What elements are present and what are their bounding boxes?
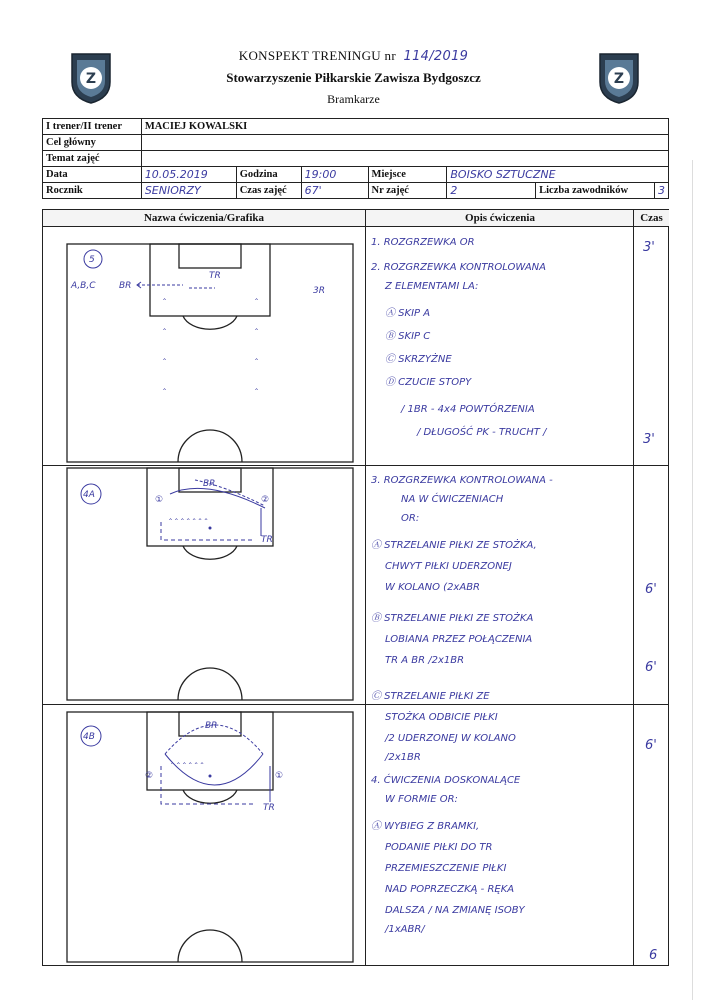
logo-letter: Z — [613, 71, 625, 87]
desc-line: 4. ĆWICZENIA DOSKONALĄCE — [371, 775, 521, 786]
info-table — [42, 118, 669, 199]
sketch-label: TR — [261, 535, 273, 545]
svg-text:‸: ‸ — [255, 291, 259, 301]
desc-line: PRZEMIESZCZENIE PIŁKI — [385, 863, 507, 874]
exercise-description-3 — [371, 690, 629, 936]
desc-line: PODANIE PIŁKI DO TR — [385, 842, 493, 853]
place-label: Miejsce — [368, 167, 447, 183]
title-number: 114/2019 — [403, 49, 469, 64]
desc-line: 1. ROZGRZEWKA OR — [371, 237, 475, 248]
desc-line: NAD POPRZECZKĄ - RĘKA — [385, 884, 515, 895]
desc-line: STOŻKA ODBICIE PIŁKI — [385, 712, 498, 723]
desc-line: W KOLANO (2xABR — [385, 582, 480, 593]
svg-text:‸: ‸ — [163, 291, 167, 301]
sketch-label: A,B,C — [71, 281, 96, 291]
desc-line: DALSZA / NA ZMIANĘ ISOBY — [385, 905, 525, 916]
logo-letter: Z — [85, 71, 97, 87]
desc-line: Ⓐ WYBIEG Z BRAMKI, — [371, 821, 480, 832]
trainer-value: MACIEJ KOWALSKI — [141, 119, 668, 135]
desc-line: Ⓒ SKRZYŻNE — [385, 354, 452, 365]
year-value: SENIORZY — [141, 183, 236, 199]
desc-line: /1xABR/ — [385, 924, 425, 935]
session-label: Nr zajęć — [368, 183, 447, 199]
exercise-description-1 — [371, 236, 629, 439]
desc-line: W FORMIE OR: — [385, 794, 458, 805]
desc-line: Ⓓ CZUCIE STOPY — [385, 377, 472, 388]
trainer-label: I trener/II trener — [43, 119, 142, 135]
document-header — [0, 0, 707, 118]
desc-line: Z ELEMENTAMI LA: — [385, 281, 479, 292]
session-value: 2 — [447, 183, 536, 199]
pitch-diagram-2 — [65, 466, 357, 702]
time-value: 19:00 — [301, 167, 368, 183]
goal-label: Cel główny — [43, 135, 142, 151]
svg-text:‸: ‸ — [255, 321, 259, 331]
date-value: 10.05.2019 — [141, 167, 236, 183]
svg-text:‸: ‸ — [163, 381, 167, 391]
title-text: KONSPEKT TRENINGU nr — [238, 48, 396, 63]
column-divider — [633, 210, 634, 965]
exercise-time: 3' — [643, 432, 655, 447]
time-label: Godzina — [236, 167, 301, 183]
exercise-grid — [42, 209, 669, 966]
svg-text:‸: ‸ — [163, 351, 167, 361]
desc-line: Ⓐ STRZELANIE PIŁKI ZE STOŻKA, — [371, 540, 537, 551]
group-name: Bramkarze — [327, 92, 380, 106]
section-tag: 4A — [83, 490, 95, 500]
desc-line: LOBIANA PRZEZ POŁĄCZENIA — [385, 634, 533, 645]
sketch-label: BR — [205, 721, 218, 731]
col-header-name: Nazwa ćwiczenia/Grafika — [43, 210, 365, 227]
desc-line: Ⓒ STRZELANIE PIŁKI ZE — [371, 691, 490, 702]
svg-text:‸: ‸ — [163, 321, 167, 331]
svg-text:‸: ‸ — [255, 351, 259, 361]
exercise-time: 3' — [643, 240, 655, 255]
desc-line: TR A BR /2x1BR — [385, 655, 465, 666]
exercise-time: 6 — [649, 948, 658, 963]
svg-text:‸ ‸ ‸ ‸ ‸ ‸: ‸ ‸ ‸ ‸ ‸ ‸ — [171, 755, 204, 765]
sketch-label: 3R — [313, 286, 325, 296]
desc-line: /2 UDERZONEJ W KOLANO — [385, 733, 516, 744]
exercise-time: 6' — [645, 582, 657, 597]
col-header-time: Czas — [633, 210, 669, 227]
players-value: 3 — [655, 183, 669, 199]
topic-label: Temat zajęć — [43, 151, 142, 167]
duration-label: Czas zajęć — [236, 183, 301, 199]
column-divider — [365, 210, 366, 965]
desc-line: Ⓑ STRZELANIE PIŁKI ZE STOŻKA — [371, 613, 534, 624]
topic-value — [141, 151, 668, 167]
date-label: Data — [43, 167, 142, 183]
col-header-desc: Opis ćwiczenia — [365, 210, 634, 227]
sketch-label: BR — [203, 479, 216, 489]
pitch-diagram-3 — [65, 706, 357, 964]
desc-line: NA W ĆWICZENIACH — [401, 494, 504, 505]
sketch-label: ② — [145, 771, 154, 781]
players-label: Liczba zawodników — [536, 183, 655, 199]
desc-line: 3. ROZGRZEWKA KONTROLOWANA - — [371, 475, 553, 486]
page-edge-shadow — [692, 160, 693, 1000]
sketch-label: ① — [275, 771, 284, 781]
desc-line: /2x1BR — [385, 752, 421, 763]
document-title — [0, 48, 707, 64]
duration-value: 67' — [301, 183, 368, 199]
sketch-label: TR — [209, 271, 221, 281]
desc-line: / DŁUGOŚĆ PK - TRUCHT / — [417, 427, 547, 438]
exercise-time: 6' — [645, 660, 657, 675]
year-label: Rocznik — [43, 183, 142, 199]
desc-line: / 1BR - 4x4 POWTÓRZENIA — [401, 404, 535, 415]
desc-line: OR: — [401, 513, 420, 524]
sketch-label: BR — [119, 281, 132, 291]
sketch-label: TR — [263, 803, 275, 813]
exercise-description-2 — [371, 474, 629, 667]
desc-line: 2. ROZGRZEWKA KONTROLOWANA — [371, 262, 546, 273]
club-name: Stowarzyszenie Piłkarskie Zawisza Bydgoszcz — [226, 70, 481, 85]
exercise-time: 6' — [645, 738, 657, 753]
section-tag: 5 — [89, 255, 95, 265]
goal-value — [141, 135, 668, 151]
svg-text:‸: ‸ — [255, 381, 259, 391]
sketch-label: ① — [155, 495, 164, 505]
desc-line: Ⓐ SKIP A — [385, 308, 431, 319]
desc-line: Ⓑ SKIP C — [385, 331, 431, 342]
desc-line: CHWYT PIŁKI UDERZONEJ — [385, 561, 512, 572]
svg-text:‸ ‸ ‸ ‸ ‸ ‸ ‸: ‸ ‸ ‸ ‸ ‸ ‸ ‸ — [169, 511, 208, 521]
place-value: BOISKO SZTUCZNE — [447, 167, 669, 183]
sketch-label: ② — [261, 495, 270, 505]
section-tag: 4B — [83, 732, 95, 742]
pitch-diagram-1 — [65, 238, 357, 463]
